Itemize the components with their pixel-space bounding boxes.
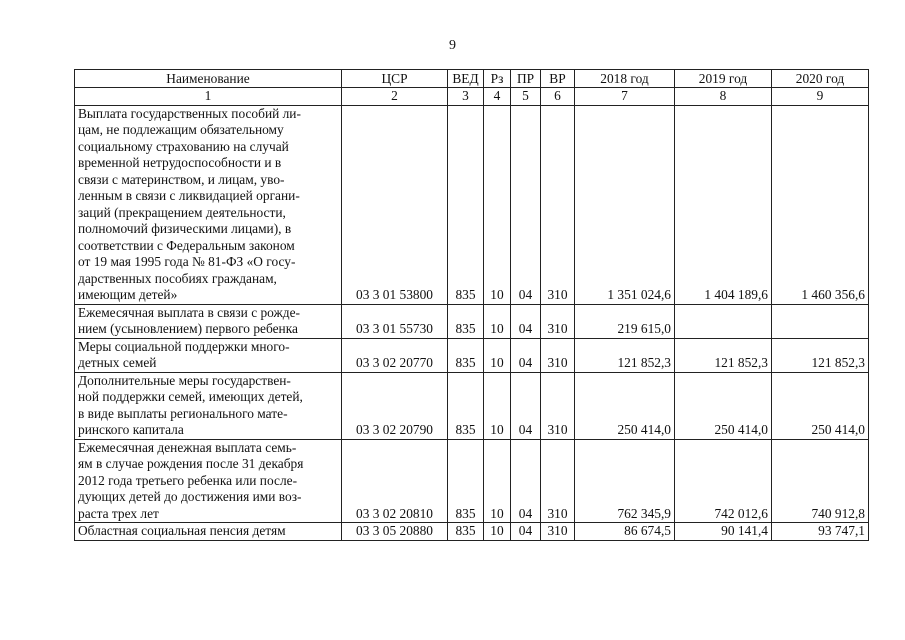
row-vr: 310 bbox=[541, 523, 575, 541]
row-2019: 90 141,4 bbox=[675, 523, 772, 541]
row-2020: 121 852,3 bbox=[772, 338, 869, 372]
row-2020 bbox=[772, 304, 869, 338]
row-2020: 1 460 356,6 bbox=[772, 105, 869, 304]
row-name: Выплата государственных пособий ли- цам, не подлежащим обязательному социальному страхованию на случай временной нетрудоспособности и в связи с материнством, и лицам, уво- ленным в связи с ликвидацией органи- заций (прекращением деятельности, полномочий физическими лицами), в соответствии с Федеральным законом от 19 мая 1995 года № 81-ФЗ «О госу- дарственных пособиях гражданам, имеющим детей» bbox=[75, 105, 342, 304]
header-row bbox=[75, 70, 869, 88]
row-rz: 10 bbox=[484, 105, 511, 304]
page-number: 9 bbox=[449, 38, 456, 53]
row-2020: 93 747,1 bbox=[772, 523, 869, 541]
header-vr: ВР bbox=[541, 70, 575, 88]
row-2018: 121 852,3 bbox=[575, 338, 675, 372]
row-name: Областная социальная пенсия детям bbox=[75, 523, 342, 541]
column-number: 5 bbox=[511, 88, 541, 106]
table-row bbox=[75, 105, 869, 304]
row-vr: 310 bbox=[541, 304, 575, 338]
table-row bbox=[75, 523, 869, 541]
row-ved: 835 bbox=[448, 372, 484, 439]
row-ved: 835 bbox=[448, 338, 484, 372]
table-row bbox=[75, 372, 869, 439]
table-row bbox=[75, 304, 869, 338]
column-number: 2 bbox=[342, 88, 448, 106]
row-2019: 250 414,0 bbox=[675, 372, 772, 439]
row-vr: 310 bbox=[541, 105, 575, 304]
row-2018: 86 674,5 bbox=[575, 523, 675, 541]
column-number: 8 bbox=[675, 88, 772, 106]
row-name: Ежемесячная денежная выплата семь- ям в случае рождения после 31 декабря 2012 года третьего ребенка или после- дующих детей до достижения ими воз- раста трех лет bbox=[75, 439, 342, 523]
row-pr: 04 bbox=[511, 338, 541, 372]
header-name: Наименование bbox=[75, 70, 342, 88]
row-csr: 03 3 02 20770 bbox=[342, 338, 448, 372]
header-2018: 2018 год bbox=[575, 70, 675, 88]
row-pr: 04 bbox=[511, 105, 541, 304]
row-2018: 219 615,0 bbox=[575, 304, 675, 338]
table-row bbox=[75, 439, 869, 523]
table-row bbox=[75, 338, 869, 372]
row-name: Дополнительные меры государствен- ной поддержки семей, имеющих детей, в виде выплаты регионального мате- ринского капитала bbox=[75, 372, 342, 439]
header-csr: ЦСР bbox=[342, 70, 448, 88]
row-ved: 835 bbox=[448, 304, 484, 338]
header-2020: 2020 год bbox=[772, 70, 869, 88]
row-ved: 835 bbox=[448, 523, 484, 541]
row-rz: 10 bbox=[484, 372, 511, 439]
row-rz: 10 bbox=[484, 304, 511, 338]
header-rz: Рз bbox=[484, 70, 511, 88]
row-csr: 03 3 02 20790 bbox=[342, 372, 448, 439]
column-number: 3 bbox=[448, 88, 484, 106]
row-csr: 03 3 01 53800 bbox=[342, 105, 448, 304]
row-ved: 835 bbox=[448, 105, 484, 304]
row-pr: 04 bbox=[511, 372, 541, 439]
row-csr: 03 3 02 20810 bbox=[342, 439, 448, 523]
row-csr: 03 3 05 20880 bbox=[342, 523, 448, 541]
row-2020: 250 414,0 bbox=[772, 372, 869, 439]
row-name: Меры социальной поддержки много- детных семей bbox=[75, 338, 342, 372]
row-2018: 250 414,0 bbox=[575, 372, 675, 439]
row-ved: 835 bbox=[448, 439, 484, 523]
row-2018: 762 345,9 bbox=[575, 439, 675, 523]
row-pr: 04 bbox=[511, 304, 541, 338]
row-vr: 310 bbox=[541, 338, 575, 372]
row-2019: 121 852,3 bbox=[675, 338, 772, 372]
header-ved: ВЕД bbox=[448, 70, 484, 88]
row-rz: 10 bbox=[484, 523, 511, 541]
row-vr: 310 bbox=[541, 439, 575, 523]
column-number: 4 bbox=[484, 88, 511, 106]
header-2019: 2019 год bbox=[675, 70, 772, 88]
budget-table bbox=[74, 69, 869, 541]
row-2019 bbox=[675, 304, 772, 338]
row-csr: 03 3 01 55730 bbox=[342, 304, 448, 338]
row-pr: 04 bbox=[511, 439, 541, 523]
row-rz: 10 bbox=[484, 439, 511, 523]
row-2018: 1 351 024,6 bbox=[575, 105, 675, 304]
column-number-row bbox=[75, 88, 869, 106]
row-2020: 740 912,8 bbox=[772, 439, 869, 523]
row-2019: 742 012,6 bbox=[675, 439, 772, 523]
row-2019: 1 404 189,6 bbox=[675, 105, 772, 304]
row-name: Ежемесячная выплата в связи с рожде- нием (усыновлением) первого ребенка bbox=[75, 304, 342, 338]
column-number: 6 bbox=[541, 88, 575, 106]
column-number: 9 bbox=[772, 88, 869, 106]
header-pr: ПР bbox=[511, 70, 541, 88]
row-vr: 310 bbox=[541, 372, 575, 439]
column-number: 7 bbox=[575, 88, 675, 106]
row-pr: 04 bbox=[511, 523, 541, 541]
row-rz: 10 bbox=[484, 338, 511, 372]
column-number: 1 bbox=[75, 88, 342, 106]
